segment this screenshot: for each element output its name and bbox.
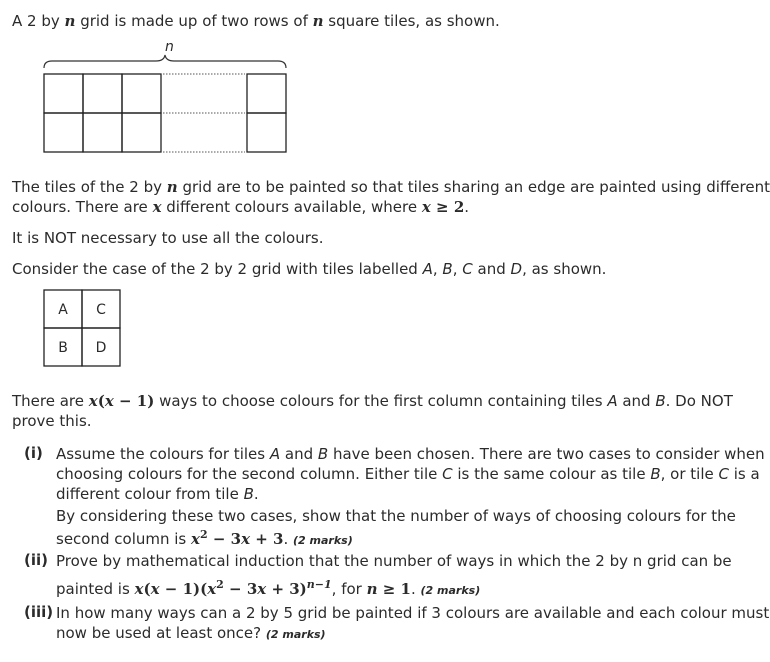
part-ii-marks: (2 marks) xyxy=(420,584,481,597)
paragraph-not-necessary: It is NOT necessary to use all the colours. xyxy=(12,229,324,247)
tile-a: A xyxy=(58,302,68,318)
part-i-line5: second column is $x^2 - 3x + 3$. (2 marks) xyxy=(56,528,353,548)
intro-text: A 2 by n grid is made up of two rows of n square tiles, as shown. xyxy=(12,12,500,30)
tile-b: B xyxy=(58,340,68,356)
part-i-label: (i) xyxy=(24,444,43,462)
paragraph-rules-line2: colours. There are x different colours available, where x ≥ 2. xyxy=(12,198,470,216)
part-i-line2: choosing colours for the second column. Either tile C is the same colour as tile B, or tile C is a xyxy=(56,465,760,483)
grid-2-by-2-figure xyxy=(0,280,200,380)
part-i-line4: By considering these two cases, show that the number of ways of choosing colours for the xyxy=(56,507,736,525)
part-iii-marks: (2 marks) xyxy=(265,628,326,641)
part-i-line1: Assume the colours for tiles A and B have been chosen. There are two cases to consider when xyxy=(56,445,765,463)
brace-label-n: n xyxy=(165,39,174,55)
grid-dotted-continuation xyxy=(163,74,245,152)
part-ii-label: (ii) xyxy=(24,551,48,569)
part-iii-line1: In how many ways can a 2 by 5 grid be painted if 3 colours are available and each colour must xyxy=(56,604,770,622)
tile-d: D xyxy=(95,340,107,356)
tile-c: C xyxy=(96,302,106,318)
part-i-marks: (2 marks) xyxy=(293,534,353,547)
part-i-line3: different colour from tile B. xyxy=(56,485,259,503)
part-ii-line1: Prove by mathematical induction that the number of ways in which the 2 by n grid can be xyxy=(56,552,732,570)
part-iii-label: (iii) xyxy=(24,603,54,621)
part-ii-line2: painted is $x(x - 1)(x^2 - 3x + 3)^{n-1}$, for n ≥ 1. (2 marks) xyxy=(56,578,481,598)
part-iii-line2: now be used at least once? (2 marks) xyxy=(56,624,326,642)
grid-2-by-n-figure xyxy=(0,0,756,170)
paragraph-rules-line1: The tiles of the 2 by n grid are to be painted so that tiles sharing an edge are painted using different xyxy=(12,178,770,196)
brace xyxy=(44,55,286,68)
grid-tiles xyxy=(44,74,286,152)
paragraph-2by2-case: Consider the case of the 2 by 2 grid with tiles labelled A, B, C and D, as shown. xyxy=(12,260,607,278)
paragraph-first-column-line1: There are x(x − 1) ways to choose colours for the first column containing tiles A and B. Do NOT xyxy=(12,392,733,410)
paragraph-first-column-line2: prove this. xyxy=(12,412,92,430)
